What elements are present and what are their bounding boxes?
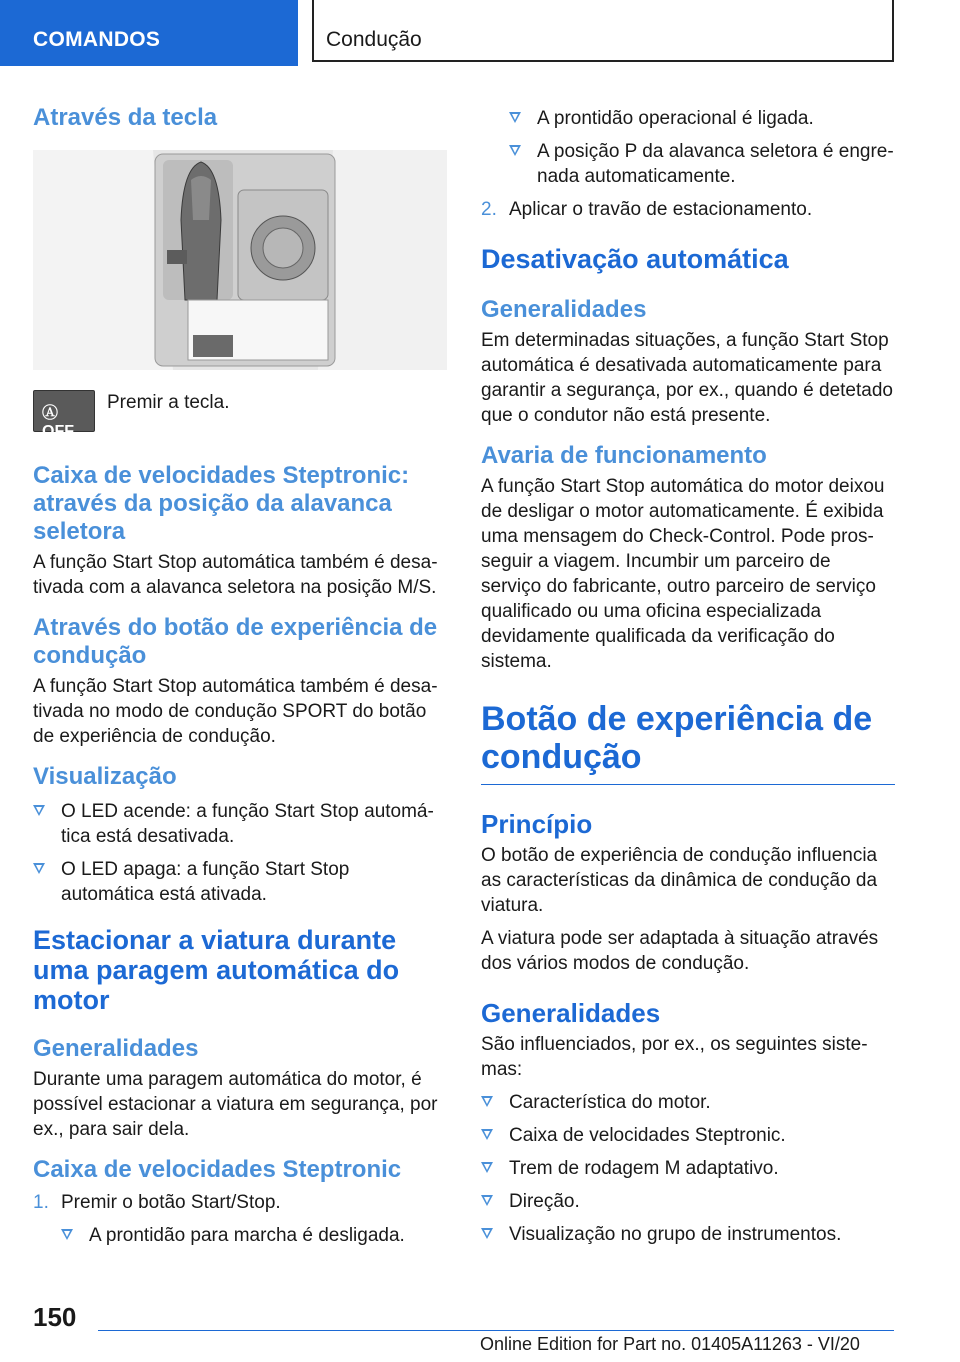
triangle-bullet-icon — [481, 1162, 493, 1173]
heading-avaria: Avaria de funcionamento — [481, 442, 767, 469]
step-1: 1. Premir o botão Start/Stop. — [33, 1192, 281, 1213]
list-item: Característica do motor. — [481, 1090, 895, 1115]
text-principio-1: O botão de experiência de condução influencia as características da dinâmica de condução da viatura. — [481, 845, 878, 916]
footer-divider — [98, 1330, 894, 1331]
section-label: COMANDOS — [33, 28, 161, 51]
triangle-bullet-icon — [481, 1195, 493, 1206]
chapter-title: Condução — [326, 28, 422, 51]
list-item: Direção. — [481, 1189, 895, 1214]
premir-text: Premir a tecla. — [107, 392, 230, 413]
heading-generalidades-2: Generalidades — [481, 296, 647, 323]
triangle-bullet-icon — [33, 863, 45, 874]
section-tab[interactable] — [0, 0, 298, 66]
list-item: O LED apaga: a função Start Stop automática está ativada. — [33, 857, 447, 907]
list-item: Trem de rodagem M adaptativo. — [481, 1156, 895, 1181]
heading-generalidades-3: Generalidades — [481, 998, 661, 1028]
triangle-bullet-icon — [481, 1228, 493, 1239]
text-generalidades-3: São influenciados, por ex., os seguintes sistemas: — [481, 1034, 868, 1080]
left-column — [33, 100, 447, 1248]
heading-desativacao: Desativação automática — [481, 244, 789, 274]
heading-visualizacao: Visualização — [33, 763, 177, 790]
text-avaria: A função Start Stop automática do motor deixou de desligar o motor automaticamente. É exibida uma mensagem do Check-Control. Pode prosseguir a viagem. Incumbir um parceiro de serviço do fabricante, outro parceiro de serviço qualificado ou uma oficina especializada devidamente qualificada da verificação do sistema. — [481, 476, 885, 672]
heading-generalidades: Generalidades — [33, 1035, 199, 1062]
page-header — [0, 0, 960, 66]
heading-caixa: Caixa de velocidades Steptronic — [33, 1156, 402, 1183]
page-footer — [0, 1290, 960, 1362]
right-column — [481, 106, 895, 1247]
list-item: O LED acende: a função Start Stop automática está desativada. — [33, 799, 447, 849]
text-botao: A função Start Stop automática também é desativada no modo de condução SPORT do botão de experiência de condução. — [33, 676, 438, 747]
list-item: A prontidão operacional é ligada. — [509, 106, 895, 131]
chapter-title-box — [312, 0, 894, 62]
console-illustration — [33, 150, 447, 370]
edition-text: Online Edition for Part no. 01405A11263 - VI/20 — [480, 1334, 860, 1354]
triangle-bullet-icon — [509, 145, 521, 156]
text-steptronic: A função Start Stop automática também é desativada com a alavanca seletora na posição M/S. — [33, 552, 438, 598]
text-generalidades: Durante uma paragem automática do motor, é possível estacionar a viatura em segurança, por ex., para sair dela. — [33, 1069, 438, 1140]
heading-principio: Princípio — [481, 809, 593, 839]
step-2: 2. Aplicar o travão de estacionamento. — [481, 199, 813, 220]
heading-tecla: Através da tecla — [33, 104, 218, 131]
heading-botao: Através do botão de experiência de condução — [33, 614, 438, 669]
icon-row — [33, 370, 447, 448]
list-item: Caixa de velocidades Steptronic. — [481, 1123, 895, 1148]
heading-estacionar: Estacionar a viatura durante uma paragem automática do motor — [33, 925, 400, 1015]
gear-selector-photo — [33, 150, 447, 370]
heading-steptronic: Caixa de velocidades Steptronic: através da posição da alavanca seletora — [33, 462, 410, 545]
heading-botao-experiencia: Botão de experiência de condução — [481, 700, 873, 776]
list-item: A posição P da alavanca seletora é engrenada automaticamente. — [509, 139, 895, 189]
triangle-bullet-icon — [509, 112, 521, 123]
text-principio-2: A viatura pode ser adaptada à situação através dos vários modos de condução. — [481, 928, 879, 974]
text-generalidades-2: Em determinadas situações, a função Start Stop automática é desativada automaticamente para garantir a segurança, por ex., quando é detetado que o condutor não está presente. — [481, 330, 893, 426]
auto-start-stop-off-icon: Ⓐ OFF — [33, 390, 95, 432]
triangle-bullet-icon — [481, 1096, 493, 1107]
triangle-bullet-icon — [481, 1129, 493, 1140]
list-item: A prontidão para marcha é desligada. — [61, 1223, 447, 1248]
section-divider — [481, 784, 895, 785]
list-item: Visualização no grupo de instrumentos. — [481, 1222, 895, 1247]
triangle-bullet-icon — [33, 805, 45, 816]
page-number: 150 — [33, 1302, 77, 1332]
triangle-bullet-icon — [61, 1229, 73, 1240]
